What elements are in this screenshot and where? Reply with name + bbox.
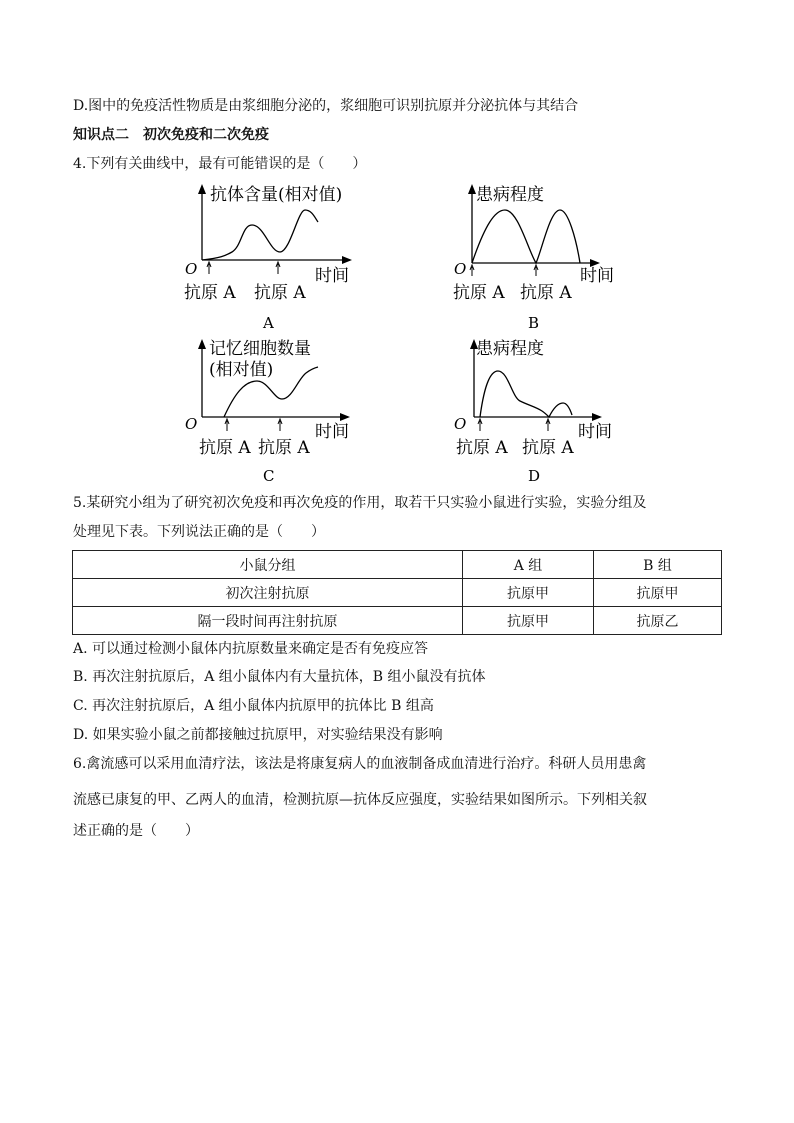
question-5-line-1: 5.某研究小组为了研究初次免疫和再次免疫的作用，取若干只实验小鼠进行实验，实验分组及 bbox=[73, 495, 647, 511]
question-6-line-1: 6.禽流感可以采用血清疗法，该法是将康复病人的血液制备成血清进行治疗。科研人员用患禽 bbox=[73, 756, 647, 772]
table-cell: 抗原甲 bbox=[594, 579, 722, 607]
table-cell: 隔一段时间再注射抗原 bbox=[73, 607, 463, 635]
antigen-label-2: 抗原 A bbox=[254, 283, 306, 303]
graph-b bbox=[450, 180, 650, 330]
y-axis-arrow bbox=[198, 184, 206, 194]
antigen-label-1: 抗原 A bbox=[184, 283, 236, 303]
x-axis-label: 时间 bbox=[315, 266, 349, 286]
question-6-line-3: 述正确的是（ ） bbox=[73, 823, 199, 839]
question-6-line-2: 流感已康复的甲、乙两人的血清，检测抗原—抗体反应强度，实验结果如图所示。下列相关叙 bbox=[73, 792, 647, 808]
origin-label: O bbox=[185, 415, 198, 433]
question-5-line-2: 处理见下表。下列说法正确的是（ ） bbox=[73, 524, 325, 540]
y-axis-label: 患病程度 bbox=[476, 185, 544, 205]
table-header: 小鼠分组 bbox=[73, 551, 463, 579]
experiment-table bbox=[72, 550, 722, 635]
origin-label: O bbox=[454, 260, 467, 278]
graph-a bbox=[180, 180, 380, 330]
graph-letter: B bbox=[528, 314, 540, 332]
table-header: A 组 bbox=[463, 551, 594, 579]
x-axis-label: 时间 bbox=[315, 422, 349, 442]
x-axis-arrow bbox=[592, 413, 602, 421]
x-axis-arrow bbox=[340, 413, 350, 421]
table-header: B 组 bbox=[594, 551, 722, 579]
option-a: A. 可以通过检测小鼠体内抗原数量来确定是否有免疫应答 bbox=[73, 641, 429, 657]
table-row bbox=[73, 607, 722, 635]
option-c: C. 再次注射抗原后，A 组小鼠体内抗原甲的抗体比 B 组高 bbox=[73, 698, 434, 714]
graph-letter: A bbox=[263, 314, 274, 332]
option-d: D. 如果实验小鼠之前都接触过抗原甲，对实验结果没有影响 bbox=[73, 727, 443, 743]
graph-letter: C bbox=[263, 467, 275, 485]
section-heading: 知识点二 初次免疫和二次免疫 bbox=[73, 127, 269, 143]
graph-d bbox=[450, 335, 650, 485]
graph-c bbox=[182, 335, 382, 485]
origin-label: O bbox=[454, 415, 467, 433]
y-axis-label: 记忆细胞数量 bbox=[209, 339, 311, 359]
y-axis-arrow bbox=[468, 184, 476, 194]
table-cell: 抗原甲 bbox=[463, 607, 594, 635]
option-d-prev: D.图中的免疫活性物质是由浆细胞分泌的，浆细胞可识别抗原并分泌抗体与其结合 bbox=[73, 98, 579, 114]
option-b: B. 再次注射抗原后，A 组小鼠体内有大量抗体，B 组小鼠没有抗体 bbox=[73, 669, 486, 685]
antigen-label-2: 抗原 A bbox=[258, 438, 310, 458]
y-axis-label: 患病程度 bbox=[476, 339, 544, 359]
antigen-label-1: 抗原 A bbox=[456, 438, 508, 458]
origin-label: O bbox=[185, 260, 198, 278]
x-axis-label: 时间 bbox=[580, 266, 614, 286]
question-4: 4.下列有关曲线中，最有可能错误的是（ ） bbox=[73, 156, 367, 172]
table-header-row bbox=[73, 551, 722, 579]
x-axis-label: 时间 bbox=[578, 422, 612, 442]
graph-letter: D bbox=[528, 467, 541, 485]
antigen-label-1: 抗原 A bbox=[453, 283, 505, 303]
table-cell: 抗原甲 bbox=[463, 579, 594, 607]
table-cell: 抗原乙 bbox=[594, 607, 722, 635]
table-cell: 初次注射抗原 bbox=[73, 579, 463, 607]
curve bbox=[472, 210, 580, 263]
antigen-label-2: 抗原 A bbox=[520, 283, 572, 303]
x-axis-arrow bbox=[342, 256, 352, 264]
curve bbox=[480, 371, 572, 417]
curve bbox=[202, 210, 318, 260]
y-axis-arrow bbox=[198, 339, 206, 349]
antigen-label-2: 抗原 A bbox=[522, 438, 574, 458]
y-axis-label-2: (相对值) bbox=[209, 360, 274, 380]
antigen-label-1: 抗原 A bbox=[199, 438, 251, 458]
y-axis-label: 抗体含量(相对值) bbox=[210, 185, 343, 205]
table-row bbox=[73, 579, 722, 607]
